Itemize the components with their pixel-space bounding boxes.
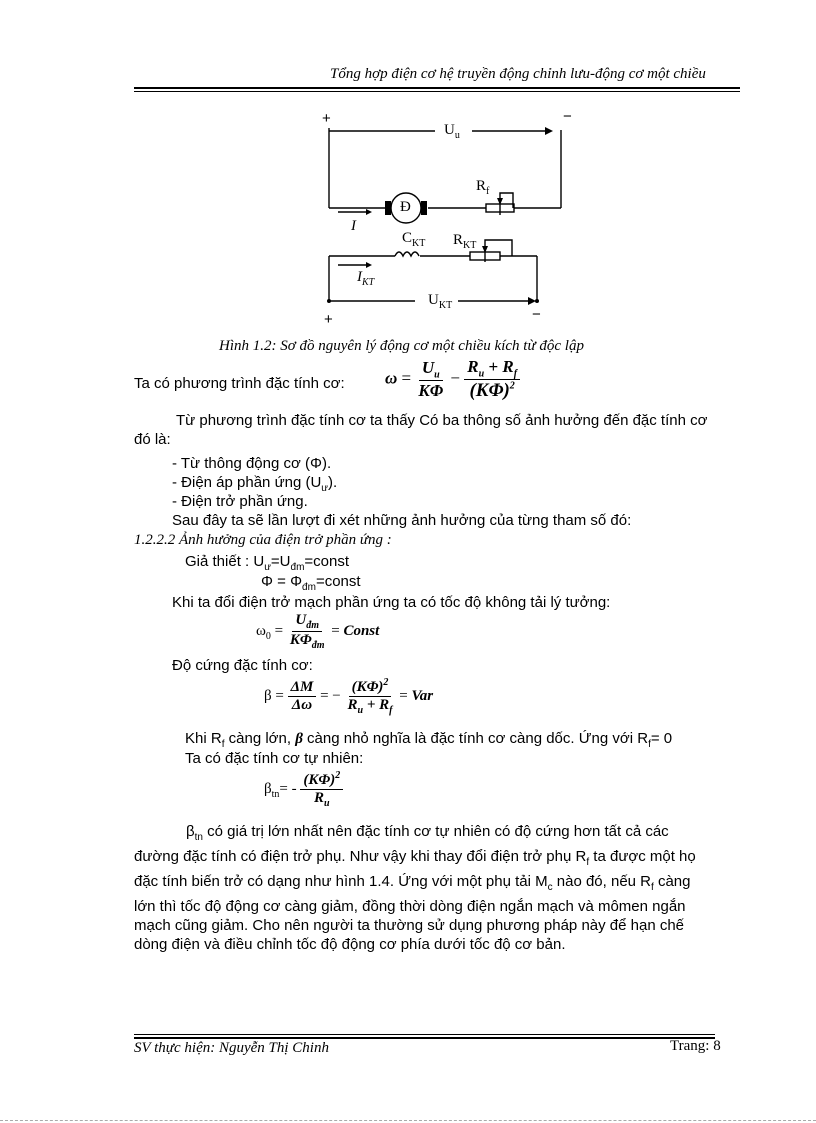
footer-author: SV thực hiện: Nguyễn Thị Chinh	[134, 1040, 329, 1056]
section-heading: 1.2.2.2 Ảnh hưởng của điện trở phần ứng :	[134, 532, 392, 548]
ikt-label: $I_{KT}$	[357, 269, 375, 288]
plus-top-label: +	[322, 110, 331, 127]
ukt-label: $U_{KT}$	[428, 292, 453, 311]
assumption-line1: Giả thiết : $U_ư=U_{đm}=const$	[185, 553, 350, 573]
bullet-resistance: - Điện trở phần ứng.	[172, 493, 308, 510]
conclusion-line1: $\beta_{tn}$ có giá trị lớn nhất nên đặc tính cơ tự nhiên có độ cứng hơn tất cả các	[186, 823, 669, 843]
equation-omega0: $\omega_0$ = $\frac{U_{đm}}{K\Phi_{đm}}$ = Const	[256, 612, 380, 651]
page-number: Trang: 8	[670, 1038, 721, 1054]
paragraph-conclusion	[134, 822, 740, 954]
paragraph-intro	[134, 411, 740, 449]
footer-rule	[134, 1034, 715, 1035]
equation-omega: ω = $\frac{U_u}{K\Phi}$ − $\frac{R_u + R_f}{(K\Phi)^2}$	[385, 357, 520, 402]
conclusion-line3: đặc tính biến trở có dạng như hình 1.4. Ứng với một phụ tải $M_c$ nào đó, nếu $R_f$ càng	[134, 873, 691, 893]
conclusion-line5: mạch cũng giảm. Cho nên người ta thường sử dụng phương pháp này để hạn chế	[134, 917, 685, 934]
beta-symbol: β	[295, 731, 303, 747]
motor-label: Đ	[400, 199, 411, 215]
page-header: Tổng hợp điện cơ hệ truyền động chỉnh lưu-động cơ một chiều	[330, 66, 706, 82]
page-edge	[0, 1120, 816, 1121]
paragraph-natural: Ta có đặc tính cơ tự nhiên:	[185, 750, 364, 767]
plus-bottom-label: +	[324, 311, 333, 328]
rkt-label: $R_{KT}$	[453, 232, 477, 251]
equation-beta: β = $\frac{\Delta M}{\Delta\omega}$ = − $\frac{(K\Phi)^2}{R_u + R_f}$ = Var	[264, 677, 434, 716]
paragraph-next: Sau đây ta sẽ lần lượt đi xét những ảnh hưởng của từng tham số đó:	[172, 512, 632, 529]
assumption-line2: $\Phi = \Phi_{đm}=const$	[261, 573, 361, 593]
paragraph-stiffness: Độ cứng đặc tính cơ:	[172, 657, 313, 674]
equation-intro: Ta có phương trình đặc tính cơ:	[134, 375, 345, 392]
conclusion-line4: lớn thì tốc độ động cơ càng giảm, đồng thời dòng điện ngắn mạch và mômen ngắn	[134, 898, 686, 915]
conclusion-line2: đường đặc tính có điện trở phụ. Như vậy khi thay đổi điện trở phụ $R_f$ ta được một họ	[134, 848, 696, 868]
figure-caption: Hình 1.2: Sơ đồ nguyên lý động cơ một chiều kích từ độc lập	[219, 338, 584, 354]
conclusion-line6: dòng điện và điều chỉnh tốc độ động cơ phía dưới tốc độ cơ bản.	[134, 936, 566, 953]
current-i-label: I	[351, 218, 356, 234]
paragraph-no-load: Khi ta đổi điện trở mạch phần ứng ta có tốc độ không tải lý tưởng:	[172, 594, 611, 611]
paragraph-intro-line2: đó là:	[134, 431, 171, 448]
minus-top-label: −	[563, 108, 572, 125]
ckt-label: $C_{KT}$	[402, 230, 426, 249]
header-rule-thin	[134, 91, 740, 92]
bullet-voltage: - Điện áp phần ứng $(U_ư)$.	[172, 474, 338, 494]
uu-label: $U_u$	[444, 122, 460, 141]
paragraph-rf: Khi $R_f$ càng lớn, β càng nhỏ nghĩa là đặc tính cơ càng dốc. Ứng với $R_f= 0$	[185, 730, 673, 750]
equation-beta-tn: $\beta_{tn}=$ - $\frac{(K\Phi)^2}{R_u}$	[264, 770, 343, 809]
paragraph-intro-line1: Từ phương trình đặc tính cơ ta thấy Có ba thông số ảnh hưởng đến đặc tính cơ	[176, 412, 708, 429]
footer-rule-thick	[134, 1037, 715, 1039]
header-rule	[134, 87, 740, 89]
rf-label: $R_f$	[476, 178, 490, 197]
minus-bottom-label: −	[532, 306, 541, 323]
bullet-flux: - Từ thông động cơ (Φ).	[172, 455, 332, 472]
